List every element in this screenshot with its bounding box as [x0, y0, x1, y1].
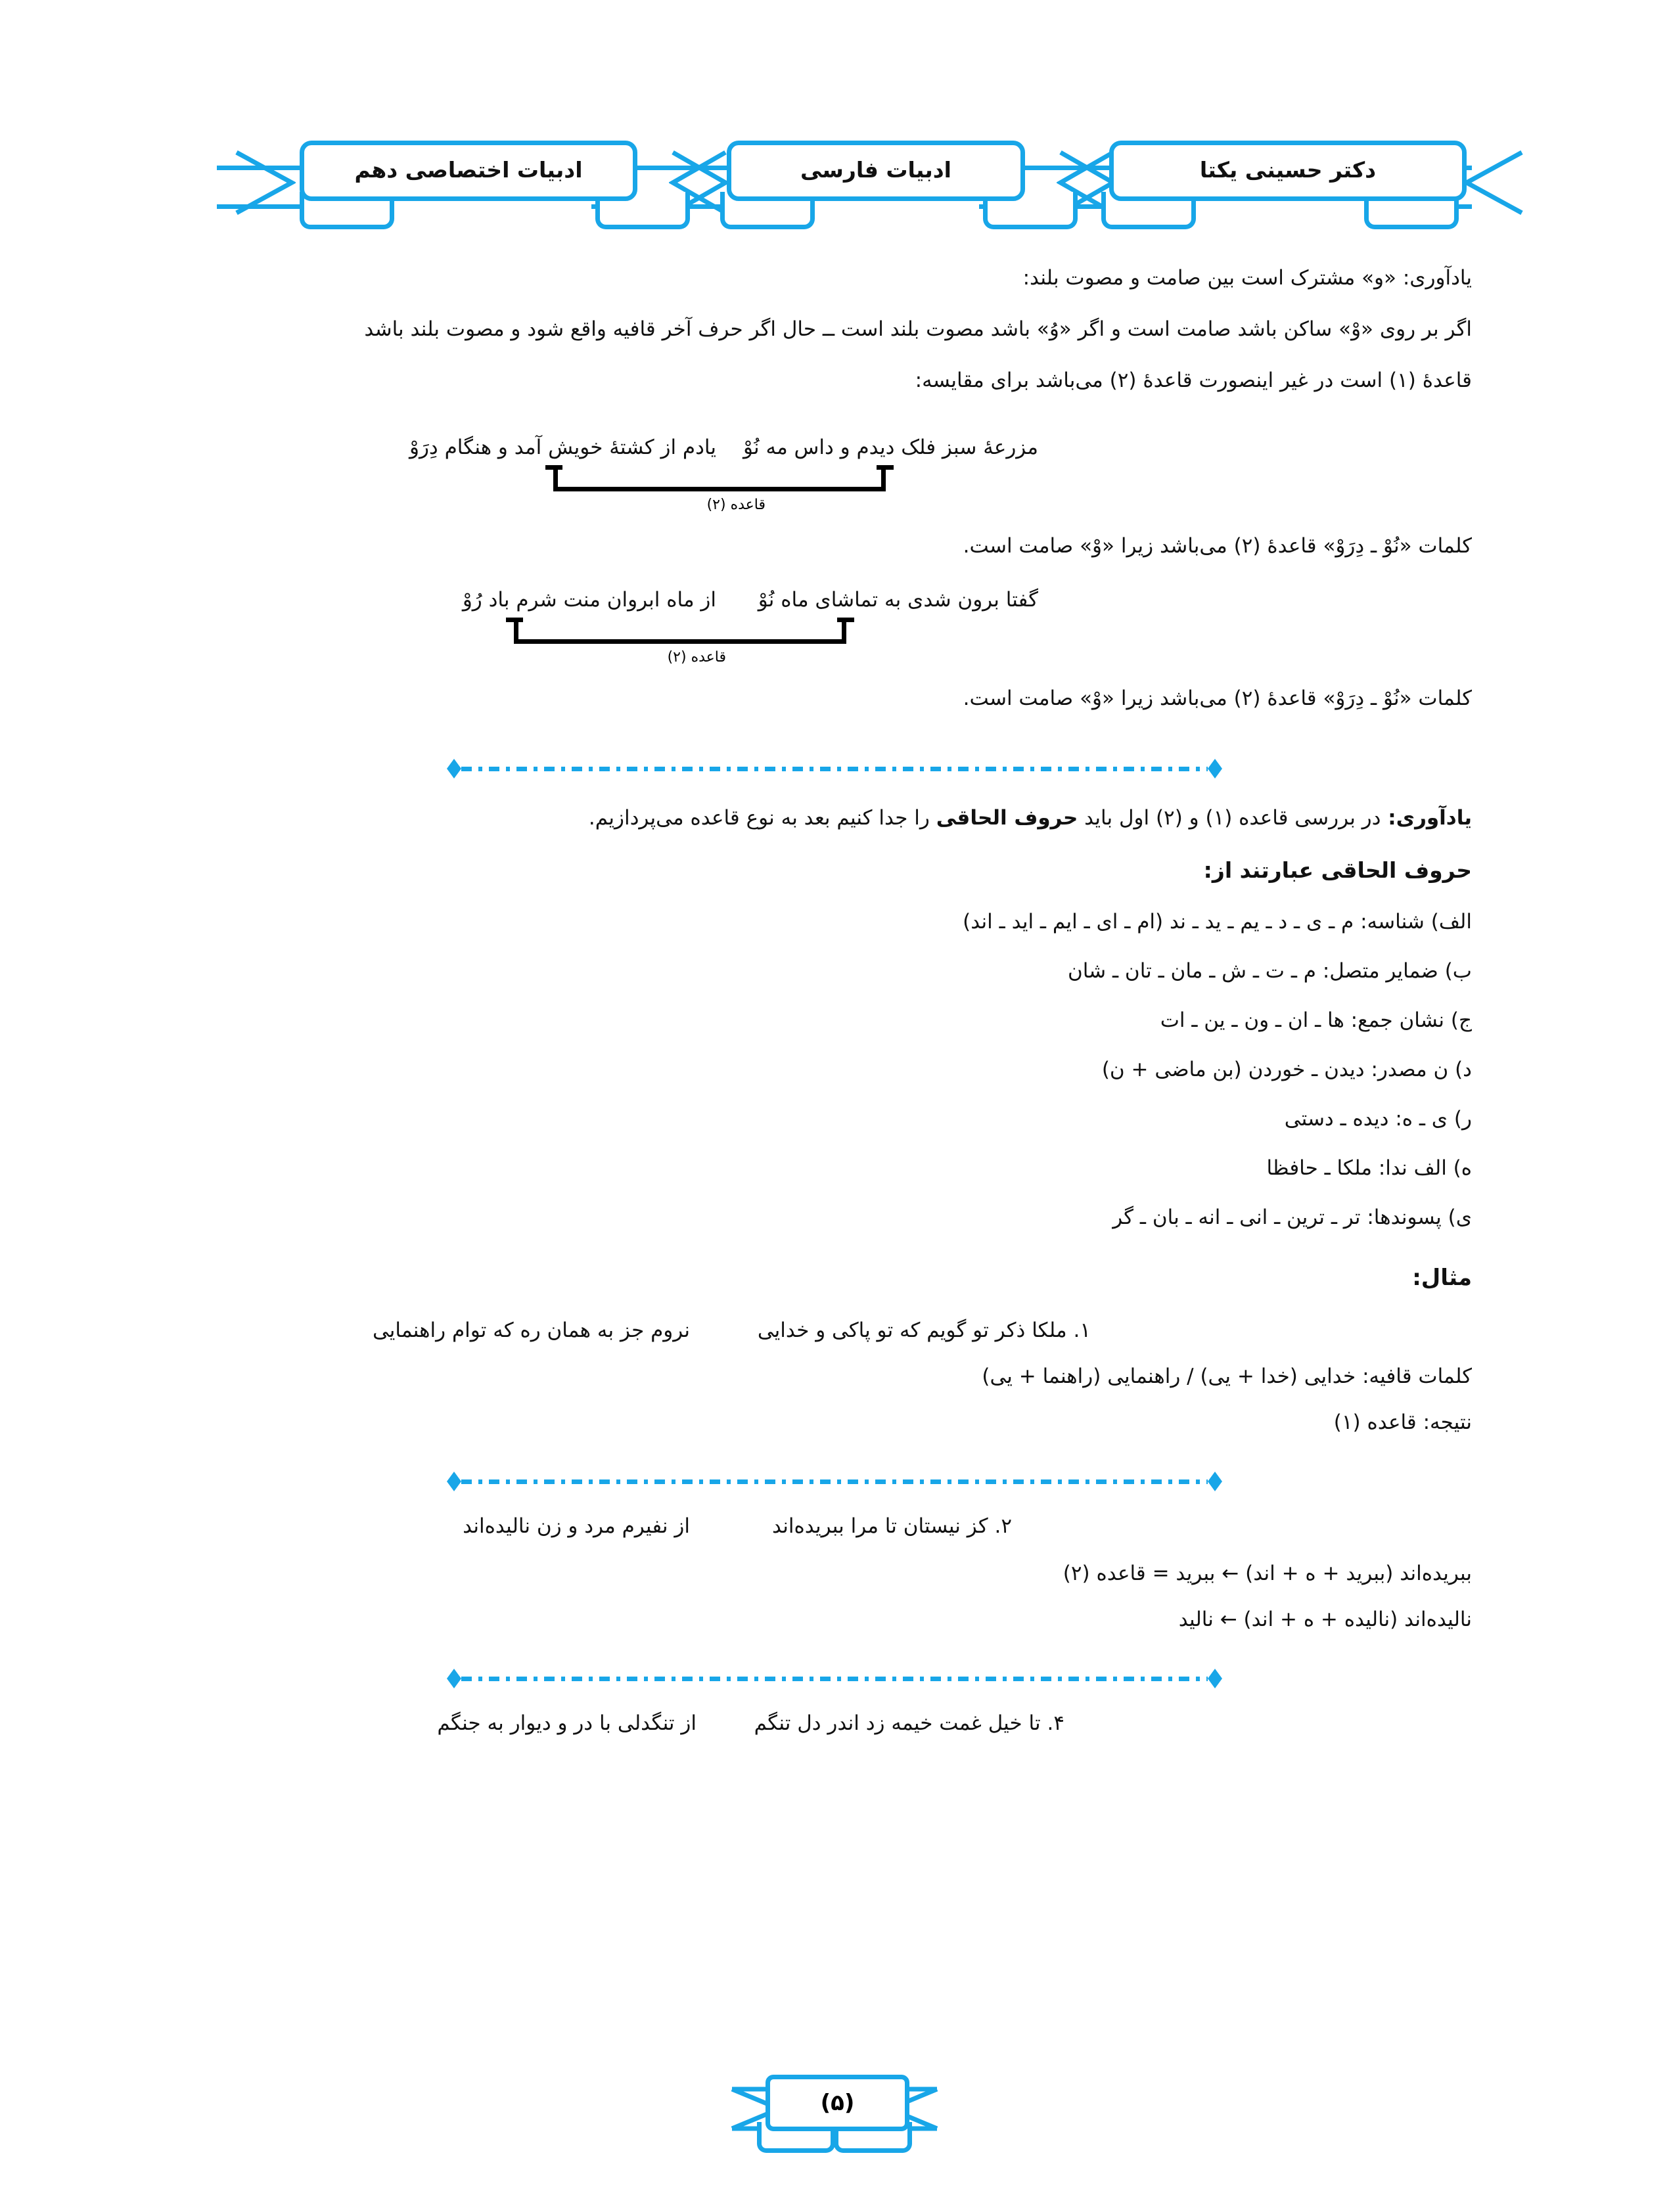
- verse-2: [197, 585, 1472, 616]
- example-1-result: نتیجه: قاعده (۱): [1333, 1411, 1472, 1434]
- analysis-line-2: [197, 683, 1472, 714]
- section-divider: [447, 759, 1222, 779]
- affix-item: [197, 1202, 1472, 1233]
- note-2-keyword: حروف الحاقی: [936, 806, 1078, 830]
- example-4-hemistich-b: از تنگدلی با در و دیوار به جنگم: [437, 1711, 697, 1735]
- affix-item-label: د) ن مصدر: دیدن ـ خوردن (بن ماضی + ن): [1101, 1058, 1472, 1081]
- verse-1-bracket-label: قاعده (۲): [706, 497, 766, 513]
- footer-ribbon: [729, 2069, 940, 2155]
- page-number-label: (۵): [820, 2090, 855, 2116]
- verse-2-bracket-label: قاعده (۲): [667, 649, 726, 666]
- affix-item: [197, 1104, 1472, 1135]
- example-4-verse: [197, 1708, 1472, 1740]
- example-1-rhyme-words: کلمات قافیه: خدایی (خدا + یی) / راهنمایی (راهنما + یی): [982, 1365, 1472, 1388]
- header-banner-subject-label: ادبیات فارسی: [800, 156, 951, 183]
- ribbon-end-chevron-icon: [235, 148, 296, 217]
- page-footer: [0, 2069, 1669, 2155]
- affix-item-label: ج) نشان جمع: ها ـ ان ـ ون ـ ین ـ ات: [1160, 1008, 1472, 1032]
- rule-1-text: اگر بر روی «وْ» ساکن باشد صامت است و اگر «وُ» باشد مصوت بلند است ــ حال اگر حرف آخر قافیه واقع شود و مصوت بلند باشد: [364, 317, 1472, 341]
- verse-1-hemistich-b: یادم از کشتهٔ خویش آمد و هنگام دِرَوْ: [409, 436, 716, 459]
- affix-item: [197, 1054, 1472, 1085]
- rule-line-2: [197, 365, 1472, 396]
- section-divider: [447, 1472, 1222, 1491]
- example-4-hemistich-a: ۴. تا خیل غمت خیمه زد اندر دل تنگم: [754, 1711, 1064, 1735]
- example-2-verse: [197, 1511, 1472, 1543]
- affix-item: [197, 1153, 1472, 1184]
- header-banner-author-label: دکتر حسینی یکتا: [1199, 156, 1377, 183]
- note-line-1: [197, 263, 1472, 294]
- verse-2-hemistich-a: گفتا برون شدی به تماشای ماه نُوْ: [758, 588, 1038, 612]
- example-2-derivation-1: ببریده‌اند (ببرید + ه + اند) ← ببرید = قاعده (۲): [1063, 1562, 1472, 1585]
- divider-diamond-icon: [447, 1472, 461, 1491]
- example-2-hemistich-b: از نفیرم مرد و زن نالیده‌اند: [463, 1514, 690, 1538]
- affix-section-heading-row: [197, 854, 1472, 887]
- note-2-mid: در بررسی قاعده (۱) و (۲) اول باید: [1078, 806, 1381, 830]
- affix-item: [197, 907, 1472, 937]
- divider-dashed-line: [461, 767, 1208, 771]
- affix-item-label: ی) پسوندها: تر ـ ترین ـ انی ـ انه ـ بان ـ گر: [1112, 1206, 1472, 1229]
- note-2-prefix: یادآوری:: [1381, 806, 1472, 830]
- affix-item-label: ه) الف ندا: ملکا ـ حافظا: [1266, 1156, 1472, 1180]
- example-1-hemistich-a: ۱. ملکا ذکر تو گویم که تو پاکی و خدایی: [757, 1319, 1091, 1342]
- page-number-badge: [766, 2075, 909, 2131]
- header-banner-subject: [727, 141, 1025, 201]
- note-2-suffix: را جدا کنیم بعد به نوع قاعده می‌پردازیم.: [588, 806, 936, 830]
- note-line-2: [197, 803, 1472, 834]
- example-2-derivation-1-row: [197, 1558, 1472, 1589]
- verse-1-hemistich-a: مزرعهٔ سبز فلک دیدم و داس مه نُوْ: [743, 436, 1038, 459]
- affix-section-heading: حروف الحاقی عبارتند از:: [1203, 857, 1472, 883]
- header-banner-course-label: ادبیات اختصاصی دهم: [354, 156, 583, 183]
- affix-item: [197, 1005, 1472, 1036]
- divider-diamond-icon: [1208, 1669, 1222, 1688]
- divider-diamond-icon: [447, 1669, 461, 1688]
- header-ribbon-group: [197, 129, 1472, 214]
- header-banner-author: [1109, 141, 1467, 201]
- example-1-verse: [197, 1315, 1472, 1347]
- divider-diamond-icon: [1208, 759, 1222, 779]
- verse-1: [197, 432, 1472, 464]
- example-1-hemistich-b: نروم جز به همان ره که توام راهنمایی: [372, 1319, 690, 1342]
- divider-dashed-line: [461, 1677, 1208, 1681]
- example-2-derivation-2: نالیده‌اند (نالیده + ه + اند) ← نالید: [1178, 1608, 1472, 1631]
- verse-1-rule-bracket: [545, 465, 894, 497]
- affix-item-label: الف) شناسه: م ـ ی ـ د ـ یم ـ ید ـ ند (ام ـ ای ـ ایم ـ اید ـ اند): [963, 910, 1472, 934]
- affix-item-label: ر) ی ـ ه: دیده ـ دستی: [1284, 1107, 1472, 1131]
- section-divider: [447, 1669, 1222, 1688]
- divider-diamond-icon: [447, 759, 461, 779]
- header-banner-course: [300, 141, 637, 201]
- affix-item: [197, 956, 1472, 987]
- example-2-hemistich-a: ۲. کز نیستان تا مرا ببریده‌اند: [772, 1514, 1012, 1538]
- examples-heading: مثال:: [1412, 1265, 1472, 1291]
- example-1-result-row: [197, 1407, 1472, 1438]
- analysis-line-1: [197, 531, 1472, 562]
- analysis-2-text: کلمات «نُوْ ـ دِرَوْ» قاعدهٔ (۲) می‌باشد زیرا «وْ» صامت است.: [963, 687, 1472, 710]
- note-1-text: یادآوری: «و» مشترک است بین صامت و مصوت بلند:: [1022, 266, 1472, 290]
- analysis-1-text: کلمات «نُوْ ـ دِرَوْ» قاعدهٔ (۲) می‌باشد زیرا «وْ» صامت است.: [963, 534, 1472, 558]
- note-2-text: [197, 803, 1472, 834]
- rule-2-text: قاعدهٔ (۱) است در غیر اینصورت قاعدهٔ (۲) می‌باشد برای مقایسه:: [915, 369, 1472, 392]
- page-header: [197, 129, 1472, 214]
- example-1-rhyme-row: [197, 1361, 1472, 1392]
- examples-heading-row: [197, 1261, 1472, 1295]
- example-2-derivation-2-row: [197, 1604, 1472, 1635]
- ribbon-end-chevron-icon: [1463, 148, 1523, 217]
- divider-diamond-icon: [1208, 1472, 1222, 1491]
- rule-line-1: [197, 314, 1472, 345]
- verse-2-rule-bracket: [506, 618, 854, 649]
- affix-item-label: ب) ضمایر متصل: م ـ ت ـ ش ـ مان ـ تان ـ شان: [1067, 959, 1472, 983]
- divider-dashed-line: [461, 1479, 1208, 1484]
- verse-2-hemistich-b: از ماه ابروان منت شرم باد رُوْ: [462, 588, 716, 612]
